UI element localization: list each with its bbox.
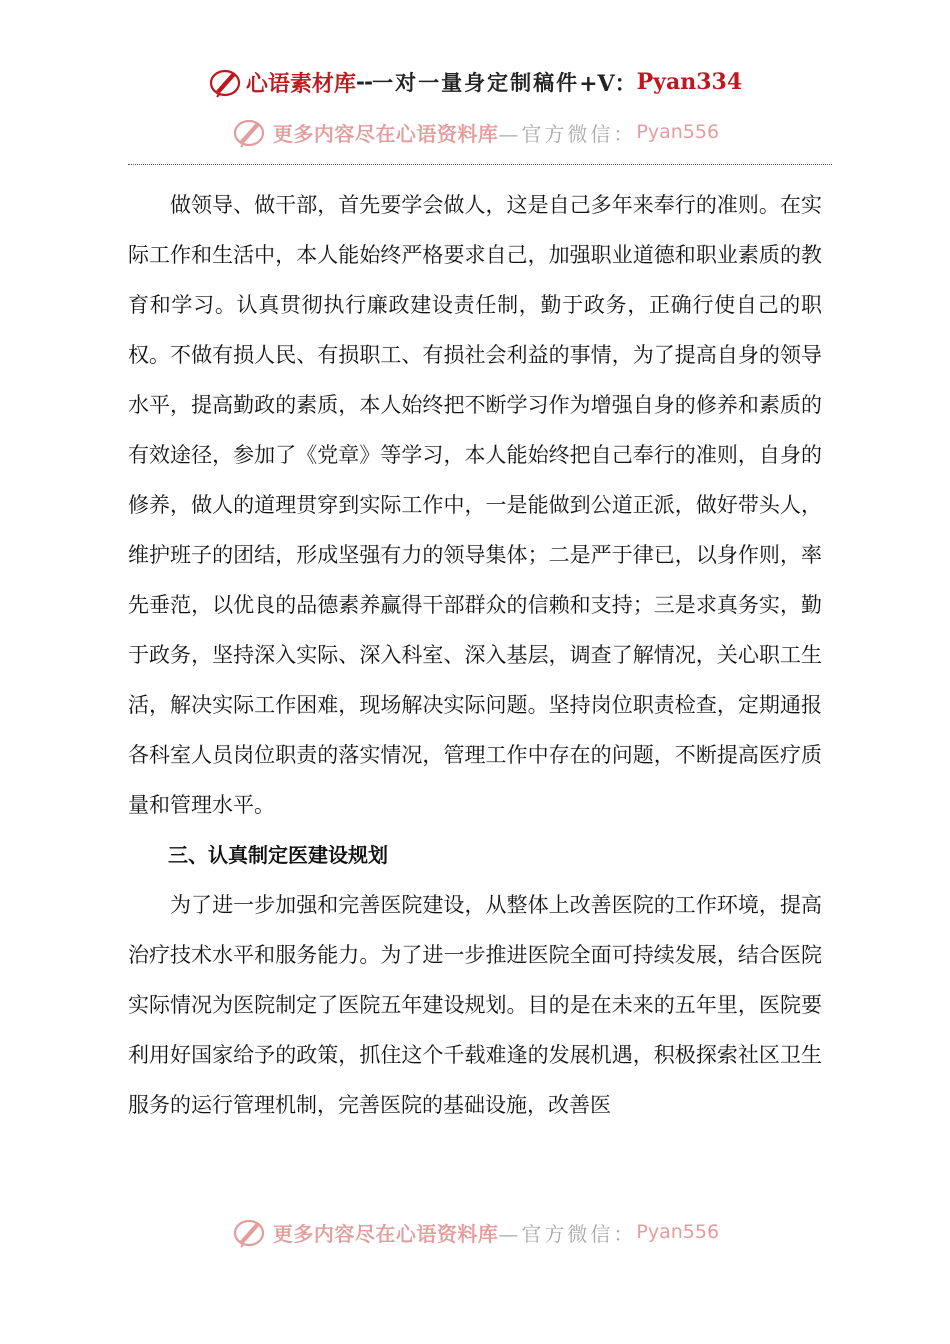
watermark-sub-text: —官方微信： bbox=[498, 121, 637, 146]
quill-pen-watermark-icon bbox=[231, 1215, 269, 1249]
quill-pen-watermark-icon bbox=[231, 115, 269, 149]
quill-pen-logo-icon bbox=[208, 65, 244, 99]
watermark-main-text: 更多内容尽在心语资料库 bbox=[272, 121, 499, 146]
header-tagline: 一对一量身定制稿件 bbox=[372, 70, 580, 95]
body-paragraph-1: 做领导、做干部，首先要学会做人，这是自己多年来奉行的准则。在实际工作和生活中，本人能始终严格要求自己，加强职业道德和职业素质的教育和学习。认真贯彻执行廉政建设责任制，勤于政务，正确行使自己的职权。不做有损人民、有损职工、有损社会利益的事情，为了提高自身的领导水平，提高勤政的素质，本人始终把不断学习作为增强自身的修养和素质的有效途径，参加了《党章》等学习，本人能始终把自己奉行的准则，自身的修养，做人的道理贯穿到实际工作中，一是能做到公道正派，做好带头人，维护班子的团结，形成坚强有力的领导集体；二是严于律已，以身作则，率先垂范，以优良的品德素养赢得干部群众的信赖和支持；三是求真务实，勤于政务，坚持深入实际、深入科室、深入基层，调查了解情况，关心职工生活，解决实际工作困难，现场解决实际问题。坚持岗位职责检查，定期通报各科室人员岗位职责的落实情况，管理工作中存在的问题，不断提高医疗质量和管理水平。 bbox=[128, 193, 822, 817]
watermark-sub-text: —官方微信： bbox=[498, 1221, 637, 1246]
watermark-id: Pyan556 bbox=[636, 121, 720, 143]
body-paragraph-2: 为了进一步加强和完善医院建设，从整体上改善医院的工作环境，提高治疗技术水平和服务能力。为了进一步推进医院全面可持续发展，结合医院实际情况为医院制定了医院五年建设规划。目的是在未来的五年里，医院要利用好国家给予的政策，抓住这个千载难逢的发展机遇，积极探索社区卫生服务的运行管理机制，完善医院的基础设施，改善医 bbox=[128, 893, 822, 1117]
watermark-main-text: 更多内容尽在心语资料库 bbox=[272, 1221, 499, 1246]
watermark-top bbox=[0, 112, 950, 152]
header-separator: -- bbox=[355, 69, 373, 95]
watermark-id: Pyan556 bbox=[636, 1221, 720, 1243]
document-body bbox=[128, 180, 822, 1130]
header-brand: 心语素材库 bbox=[245, 70, 356, 97]
header-contact-id: Pyan334 bbox=[636, 69, 743, 95]
watermark-bottom bbox=[0, 1212, 950, 1252]
header-divider bbox=[128, 164, 832, 165]
document-header bbox=[0, 62, 950, 102]
header-contact-prefix: +V： bbox=[579, 70, 637, 97]
section-heading-3: 三、认真制定医建设规划 bbox=[168, 843, 388, 867]
